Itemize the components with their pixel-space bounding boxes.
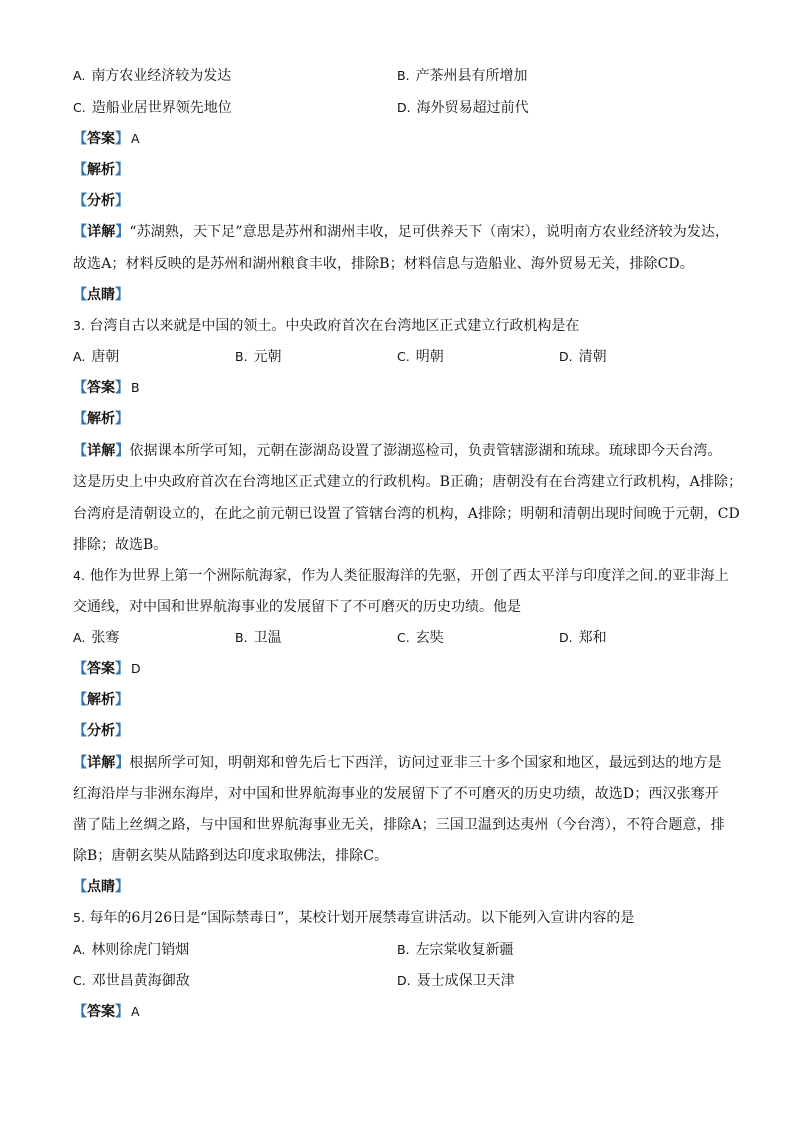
q5-option-a: A. 林则徐虎门销烟 (73, 942, 190, 958)
q3-option-b: B. 元朝 (235, 349, 282, 365)
q4-stem: 交通线，对中国和世界航海事业的发展留下了不可磨灭的历史功绩。他是 (73, 599, 521, 615)
q4-answer: 【答案】 D (73, 661, 141, 677)
q5-option-b: B. 左宗棠收复新疆 (397, 942, 514, 958)
q3-option-d: D. 清朝 (559, 349, 607, 365)
q2-detail-line: 【详解】“苏湖熟，天下足”意思是苏州和湖州丰收，足可供养天下（南宋），说明南方农业经济较为发达， (73, 224, 730, 240)
q5-option-d: D. 聂士成保卫天津 (397, 973, 515, 989)
q3-answer: 【答案】 B (73, 380, 140, 396)
q5-option-c: C. 邓世昌黄海御敌 (73, 973, 190, 989)
q4-detail-line: 【详解】根据所学可知，明朝郑和曾先后七下西洋，访问过亚非三十多个国家和地区，最远到达的地方是 (73, 755, 722, 771)
q4-option-b: B. 卫温 (235, 630, 282, 646)
q3-detail-line: 这是历史上中央政府首次在台湾地区正式建立的行政机构。B正确；唐朝没有在台湾建立行政机构，A排除； (73, 474, 743, 490)
q5-answer: 【答案】 A (73, 1004, 140, 1020)
q3-detail-line: 台湾府是清朝设立的，在此之前元朝已设置了管辖台湾的机构，A排除；明朝和清朝出现时间晚于元朝，CD (73, 506, 740, 522)
q2-option-d: D. 海外贸易超过前代 (397, 100, 529, 116)
q3-analysis-tag: 【解析】 (73, 411, 129, 427)
q3-option-c: C. 明朝 (397, 349, 444, 365)
q4-option-d: D. 郑和 (559, 630, 607, 646)
q2-answer: 【答案】 A (73, 131, 140, 147)
q2-option-a: A. 南方农业经济较为发达 (73, 68, 232, 84)
q3-stem: 3. 台湾自古以来就是中国的领土。中央政府首次在台湾地区正式建立行政机构是在 (73, 318, 580, 334)
q4-detail-line: 凿了陆上丝绸之路，与中国和世界航海事业无关，排除A；三国卫温到达夷州（今台湾），不符合题意，排 (73, 817, 725, 833)
q4-analysis-tag: 【解析】 (73, 692, 129, 708)
q4-fenxi-tag: 【分析】 (73, 723, 129, 739)
q2-point-tag: 【点睛】 (73, 287, 129, 303)
q4-stem: 4. 他作为世界上第一个洲际航海家，作为人类征服海洋的先驱，开创了西太平洋与印度洋之间.的亚非海上 (73, 568, 729, 584)
q2-detail-line: 故选A；材料反映的是苏州和湖州粮食丰收，排除B；材料信息与造船业、海外贸易无关，排除CD。 (73, 256, 694, 272)
q3-option-a: A. 唐朝 (73, 349, 120, 365)
q2-analysis-tag: 【解析】 (73, 162, 129, 178)
q4-detail-line: 除B；唐朝玄奘从陆路到达印度求取佛法，排除C。 (73, 848, 388, 864)
q3-detail-line: 【详解】依据课本所学可知，元朝在澎湖岛设置了澎湖巡检司，负责管辖澎湖和琉球。琉球即今天台湾。 (73, 443, 722, 459)
q2-fenxi-tag: 【分析】 (73, 193, 129, 209)
q4-option-a: A. 张骞 (73, 630, 120, 646)
q3-detail-line: 排除；故选B。 (73, 537, 168, 553)
q2-option-b: B. 产茶州县有所增加 (397, 68, 528, 84)
q2-option-c: C. 造船业居世界领先地位 (73, 100, 232, 116)
q4-option-c: C. 玄奘 (397, 630, 444, 646)
q4-detail-line: 红海沿岸与非洲东海岸，对中国和世界航海事业的发展留下了不可磨灭的历史功绩，故选D；西汉张骞开 (73, 786, 719, 802)
q5-stem: 5. 每年的6月26日是“国际禁毒日”，某校计划开展禁毒宣讲活动。以下能列入宣讲内容的是 (73, 910, 635, 926)
q4-point-tag: 【点睛】 (73, 879, 129, 895)
